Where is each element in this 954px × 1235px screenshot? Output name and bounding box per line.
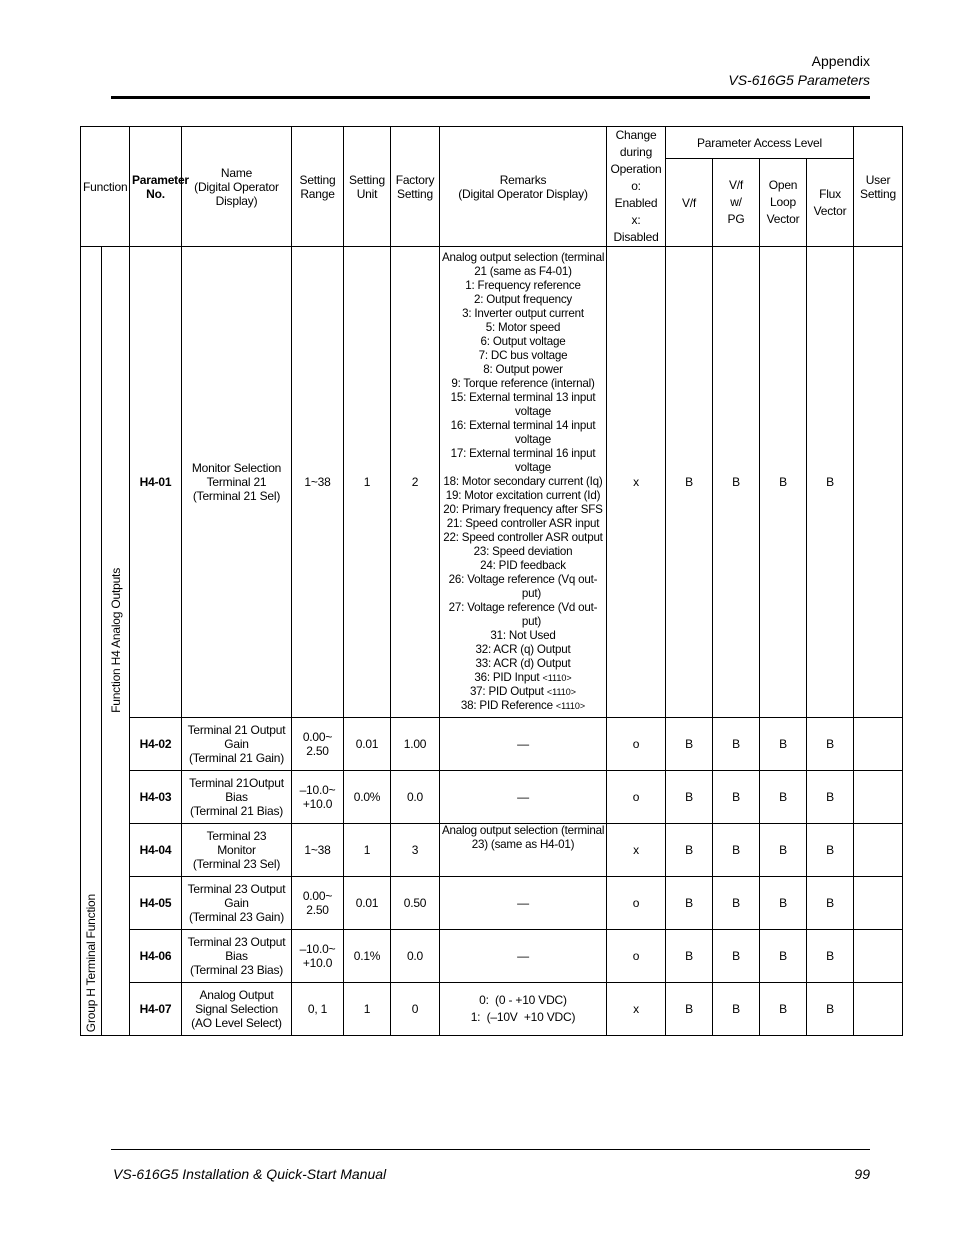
param-name: Terminal 21Output Bias (Terminal 21 Bias) xyxy=(182,771,292,824)
header-row xyxy=(81,127,903,159)
table-row xyxy=(81,824,903,877)
header-rule xyxy=(111,96,870,99)
access-vf: B xyxy=(666,930,713,983)
remarks: — xyxy=(440,771,607,824)
access-flux-vector: B xyxy=(807,824,854,877)
page-header xyxy=(728,52,870,90)
col-header-open-loop: Open Loop Vector xyxy=(760,159,807,247)
access-open-loop: B xyxy=(760,824,807,877)
user-setting xyxy=(854,877,903,930)
col-header-function: Function xyxy=(81,127,130,247)
change-during-operation: o xyxy=(607,718,666,771)
param-no: H4-07 xyxy=(130,983,182,1036)
setting-range: –10.0~ +10.0 xyxy=(292,771,344,824)
change-during-operation: x xyxy=(607,983,666,1036)
access-vf: B xyxy=(666,877,713,930)
access-vf-pg: B xyxy=(713,877,760,930)
user-setting xyxy=(854,247,903,718)
remarks: Analog output selection (terminal 21 (same as F4-01) 1: Frequency reference 2: Output frequency 3: Inverter output current 5: Motor speed 6: Output voltage 7: DC bus voltage 8: Output power 9: Torque reference (internal) 15: External terminal 13 input voltage 16: External terminal 14 input voltage 17: External terminal 16 input voltage 18: Motor secondary current (Iq) 19: Motor excitation current (Id) 20: Primary frequency after SFS 21: Speed controller ASR input 22: Speed controller ASR output 23: Speed deviation 24: PID feedback 26: Voltage reference (Vq out- put) 27: Voltage reference (Vd out- put) 31: Not Used 32: ACR (q) Output 33: ACR (d) Output 36: PID Input <1110> 37: PID Output <1110> 38: PID Reference <1110> xyxy=(440,247,607,718)
setting-range: 0, 1 xyxy=(292,983,344,1036)
setting-unit: 0.0% xyxy=(344,771,391,824)
access-vf: B xyxy=(666,771,713,824)
col-header-remarks: Remarks (Digital Operator Display) xyxy=(440,127,607,247)
table-row xyxy=(81,983,903,1036)
access-flux-vector: B xyxy=(807,718,854,771)
factory-setting: 1.00 xyxy=(391,718,440,771)
param-name: Terminal 23 Output Gain (Terminal 23 Gain) xyxy=(182,877,292,930)
table-row xyxy=(81,930,903,983)
col-header-setting-range: Setting Range xyxy=(292,127,344,247)
setting-range: –10.0~ +10.0 xyxy=(292,930,344,983)
change-during-operation: x xyxy=(607,247,666,718)
factory-setting: 0.50 xyxy=(391,877,440,930)
user-setting xyxy=(854,718,903,771)
param-no: H4-01 xyxy=(130,247,182,718)
param-name: Terminal 23 Output Bias (Terminal 23 Bias) xyxy=(182,930,292,983)
access-vf-pg: B xyxy=(713,718,760,771)
access-flux-vector: B xyxy=(807,247,854,718)
change-during-operation: o xyxy=(607,930,666,983)
user-setting xyxy=(854,771,903,824)
access-flux-vector: B xyxy=(807,877,854,930)
access-vf-pg: B xyxy=(713,983,760,1036)
param-name: Analog Output Signal Selection (AO Level Select) xyxy=(182,983,292,1036)
setting-unit: 0.1% xyxy=(344,930,391,983)
change-during-operation: x xyxy=(607,824,666,877)
access-open-loop: B xyxy=(760,983,807,1036)
user-setting xyxy=(854,824,903,877)
access-open-loop: B xyxy=(760,877,807,930)
col-header-user-setting: User Setting xyxy=(854,127,903,247)
col-header-flux-vector: Flux Vector xyxy=(807,159,854,247)
header-section: Appendix xyxy=(811,53,870,69)
setting-unit: 1 xyxy=(344,247,391,718)
param-no: H4-06 xyxy=(130,930,182,983)
user-setting xyxy=(854,983,903,1036)
setting-range: 1~38 xyxy=(292,824,344,877)
col-header-access-level: Parameter Access Level xyxy=(666,127,854,159)
param-no: H4-03 xyxy=(130,771,182,824)
access-open-loop: B xyxy=(760,718,807,771)
remarks: — xyxy=(440,930,607,983)
table-row xyxy=(81,718,903,771)
remarks: Analog output selection (terminal 23) (same as H4-01) xyxy=(440,824,607,877)
access-vf: B xyxy=(666,983,713,1036)
access-vf-pg: B xyxy=(713,824,760,877)
access-vf-pg: B xyxy=(713,771,760,824)
setting-range: 1~38 xyxy=(292,247,344,718)
change-during-operation: o xyxy=(607,771,666,824)
access-vf: B xyxy=(666,718,713,771)
access-flux-vector: B xyxy=(807,930,854,983)
parameter-table xyxy=(80,126,903,1036)
access-flux-vector: B xyxy=(807,983,854,1036)
col-header-factory-setting: Factory Setting xyxy=(391,127,440,247)
change-during-operation: o xyxy=(607,877,666,930)
page-number: 99 xyxy=(854,1166,870,1182)
access-vf: B xyxy=(666,247,713,718)
col-header-param-no: Parameter No. xyxy=(130,127,182,247)
remarks: — xyxy=(440,718,607,771)
group-label: Group H Terminal Function xyxy=(81,247,102,1036)
table-row xyxy=(81,771,903,824)
factory-setting: 2 xyxy=(391,247,440,718)
param-name: Terminal 23 Monitor (Terminal 23 Sel) xyxy=(182,824,292,877)
access-vf-pg: B xyxy=(713,930,760,983)
remarks: 0: (0 - +10 VDC) 1: (–10V +10 VDC) xyxy=(440,983,607,1036)
footer-manual-title: VS-616G5 Installation & Quick-Start Manual xyxy=(113,1166,387,1182)
table-row xyxy=(81,247,903,718)
col-header-setting-unit: Setting Unit xyxy=(344,127,391,247)
access-vf: B xyxy=(666,824,713,877)
setting-range: 0.00~ 2.50 xyxy=(292,877,344,930)
factory-setting: 0.0 xyxy=(391,771,440,824)
factory-setting: 0.0 xyxy=(391,930,440,983)
access-open-loop: B xyxy=(760,247,807,718)
param-name: Terminal 21 Output Gain (Terminal 21 Gain) xyxy=(182,718,292,771)
setting-range: 0.00~ 2.50 xyxy=(292,718,344,771)
factory-setting: 3 xyxy=(391,824,440,877)
user-setting xyxy=(854,930,903,983)
factory-setting: 0 xyxy=(391,983,440,1036)
col-header-vf-pg: V/f w/ PG xyxy=(713,159,760,247)
col-header-vf: V/f xyxy=(666,159,713,247)
param-no: H4-05 xyxy=(130,877,182,930)
access-vf-pg: B xyxy=(713,247,760,718)
param-name: Monitor Selection Terminal 21 (Terminal 21 Sel) xyxy=(182,247,292,718)
setting-unit: 0.01 xyxy=(344,877,391,930)
setting-unit: 1 xyxy=(344,983,391,1036)
remarks: — xyxy=(440,877,607,930)
access-open-loop: B xyxy=(760,771,807,824)
param-no: H4-02 xyxy=(130,718,182,771)
param-no: H4-04 xyxy=(130,824,182,877)
footer-rule xyxy=(111,1149,870,1150)
table-row xyxy=(81,877,903,930)
header-subtitle: VS-616G5 Parameters xyxy=(728,72,870,88)
access-flux-vector: B xyxy=(807,771,854,824)
function-label: Function H4 Analog Outputs xyxy=(102,247,130,1036)
setting-unit: 1 xyxy=(344,824,391,877)
col-header-change: Change during Operation o: Enabled x: Disabled xyxy=(607,127,666,247)
access-open-loop: B xyxy=(760,930,807,983)
setting-unit: 0.01 xyxy=(344,718,391,771)
col-header-name: Name (Digital Operator Display) xyxy=(182,127,292,247)
